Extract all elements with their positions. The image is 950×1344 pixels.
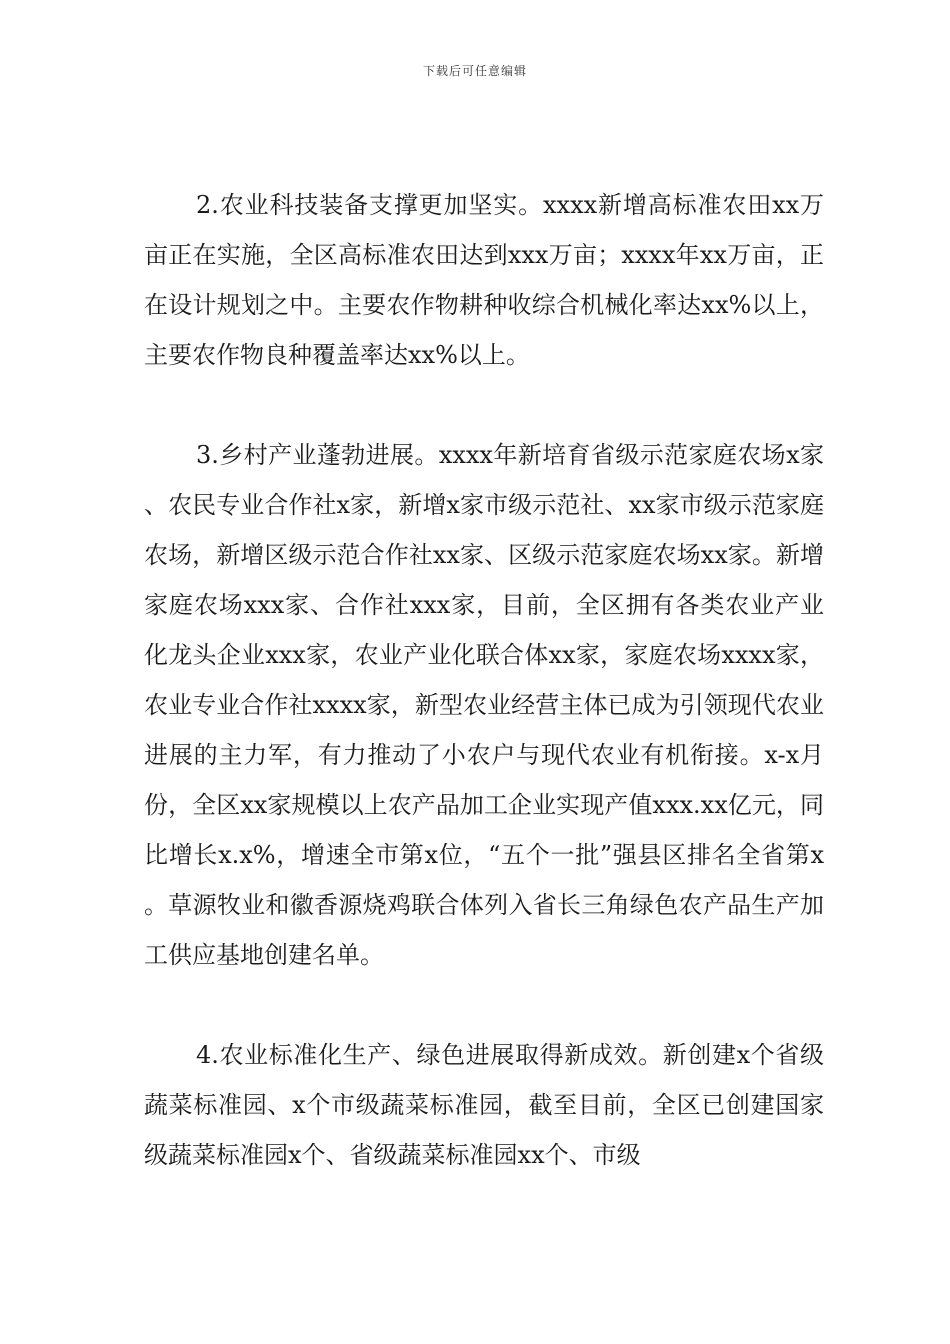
page-header: 下载后可任意编辑 — [422, 64, 527, 78]
document-body — [144, 180, 824, 1180]
paragraph-rural-industry: 3.乡村产业蓬勃进展。xxxx年新培育省级示范家庭农场x家、农民专业合作社x家，新增x家市级示范社、xx家市级示范家庭农场，新增区级示范合作社xx家、区级示范家庭农场xx家。新增家庭农场xxx家、合作社xxx家，目前，全区拥有各类农业产业化龙头企业xxx家，农业产业化联合体xx家，家庭农场xxxx家，农业专业合作社xxxx家，新型农业经营主体已成为引领现代农业进展的主力军，有力推动了小农户与现代农业有机衔接。x-x月份，全区xx家规模以上农产品加工企业实现产值xxx.xx亿元，同比增长x.x%，增速全市第x位，“五个一批”强县区排名全省第x。草源牧业和徽香源烧鸡联合体列入省长三角绿色农产品生产加工供应基地创建名单。 — [144, 441, 824, 969]
paragraph-standardization: 4.农业标准化生产、绿色进展取得新成效。新创建x个省级蔬菜标准园、x个市级蔬菜标准园，截至目前，全区已创建国家级蔬菜标准园x个、省级蔬菜标准园xx个、市级 — [144, 1041, 824, 1169]
paragraph-agri-tech: 2.农业科技装备支撑更加坚实。xxxx新增高标准农田xx万亩正在实施，全区高标准农田达到xxx万亩；xxxx年xx万亩，正在设计规划之中。主要农作物耕种收综合机械化率达xx%以上，主要农作物良种覆盖率达xx%以上。 — [144, 191, 824, 369]
